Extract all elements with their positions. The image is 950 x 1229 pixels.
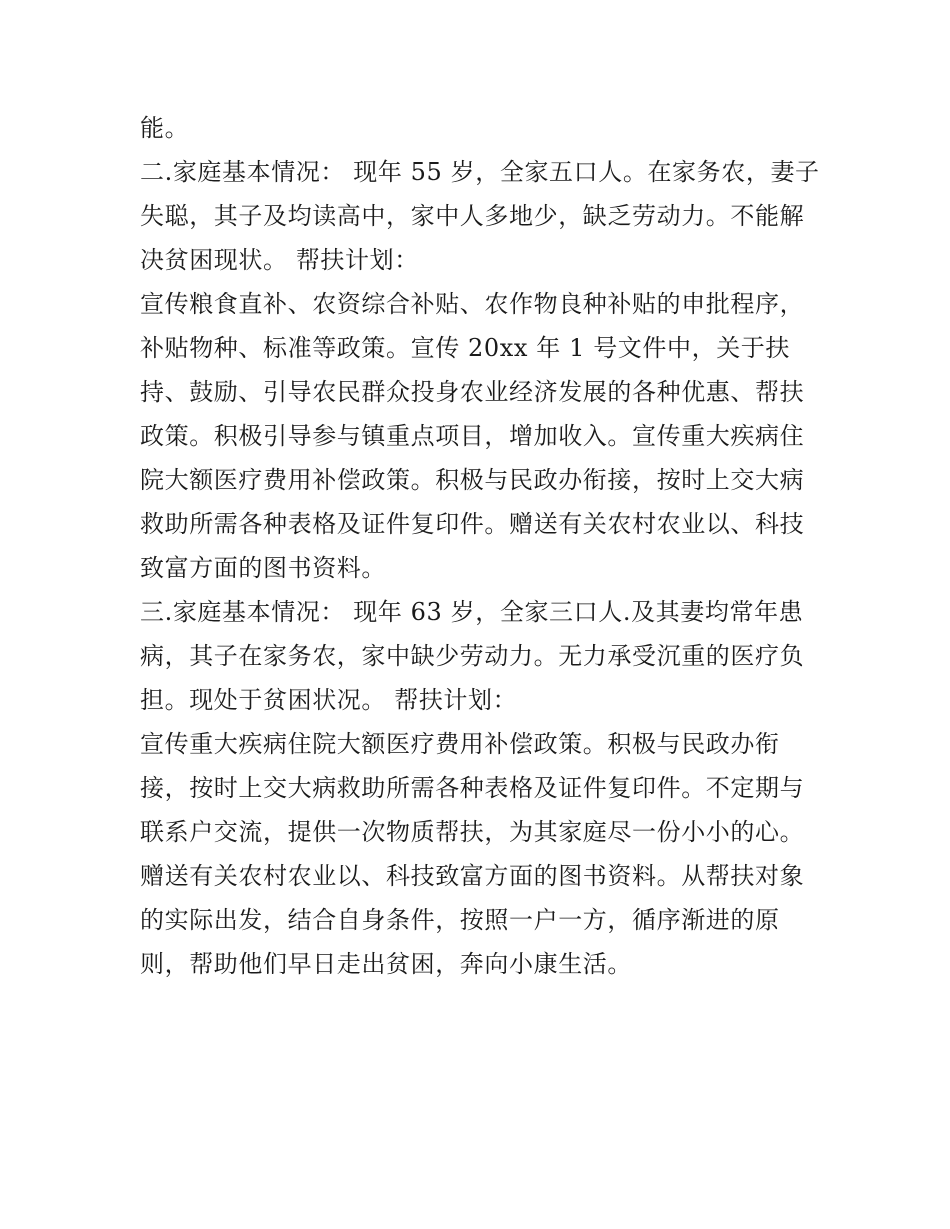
text-line: 三.家庭基本情况： 现年 63 岁，全家三口人.及其妻均常年患 xyxy=(140,598,804,626)
text-line: 致富方面的图书资料。 xyxy=(140,554,386,582)
document-body xyxy=(140,106,820,986)
text-line: 政策。积极引导参与镇重点项目，增加收入。宣传重大疾病住 xyxy=(140,422,805,450)
text-line: 担。现处于贫困状况。 帮扶计划： xyxy=(140,686,518,714)
text-line: 二.家庭基本情况： 现年 55 岁，全家五口人。在家务农，妻子 xyxy=(140,158,820,186)
text-line: 接，按时上交大病救助所需各种表格及证件复印件。不定期与 xyxy=(140,774,805,802)
text-line: 失聪，其子及均读高中，家中人多地少，缺乏劳动力。不能解 xyxy=(140,202,805,230)
text-line: 持、鼓励、引导农民群众投身农业经济发展的各种优惠、帮扶 xyxy=(140,378,805,406)
text-line: 能。 xyxy=(140,114,190,142)
text-line: 的实际出发，结合自身条件，按照一户一方，循序渐进的原 xyxy=(140,906,780,934)
text-line: 补贴物种、标准等政策。宣传 20xx 年 1 号文件中，关于扶 xyxy=(140,334,790,362)
text-line: 病，其子在家务农，家中缺少劳动力。无力承受沉重的医疗负 xyxy=(140,642,805,670)
text-line: 赠送有关农村农业以、科技致富方面的图书资料。从帮扶对象 xyxy=(140,862,805,890)
text-line: 救助所需各种表格及证件复印件。赠送有关农村农业以、科技 xyxy=(140,510,805,538)
text-line: 院大额医疗费用补偿政策。积极与民政办衔接，按时上交大病 xyxy=(140,466,805,494)
text-line: 决贫困现状。 帮扶计划： xyxy=(140,246,419,274)
text-line: 宣传粮食直补、农资综合补贴、农作物良种补贴的申批程序， xyxy=(140,290,805,318)
text-line: 联系户交流，提供一次物质帮扶，为其家庭尽一份小小的心。 xyxy=(140,818,805,846)
text-line: 宣传重大疾病住院大额医疗费用补偿政策。积极与民政办衔 xyxy=(140,730,780,758)
text-line: 则，帮助他们早日走出贫困，奔向小康生活。 xyxy=(140,950,632,978)
